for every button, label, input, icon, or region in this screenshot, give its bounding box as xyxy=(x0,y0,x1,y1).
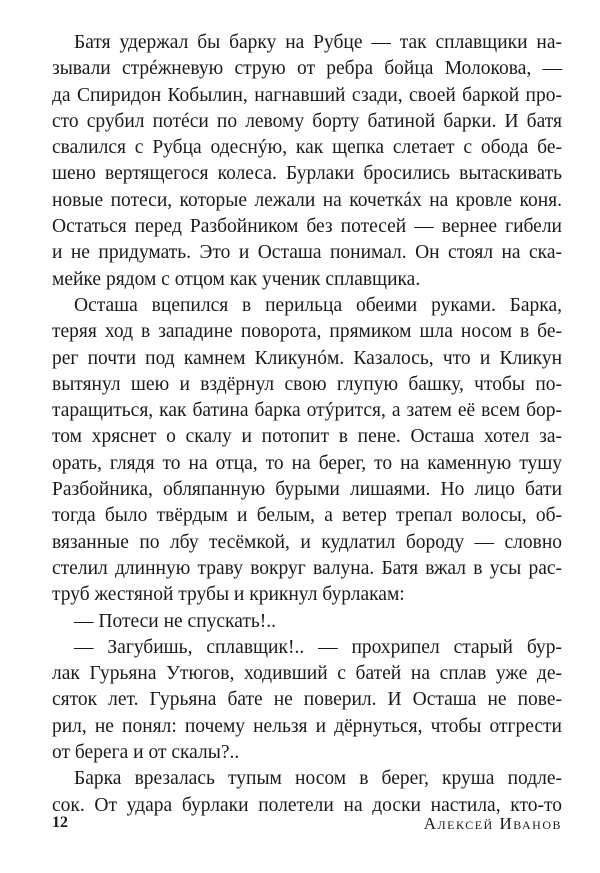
text-line: Разбойника, обляпанную бурыми лишаями. Но лицо бати xyxy=(52,479,562,501)
paragraph xyxy=(52,766,562,819)
text-line: Барка врезалась тупым носом в берег, круша подле- xyxy=(74,768,562,790)
text-line: — Потеси не спускать!.. xyxy=(74,610,277,632)
text-line: сок. От удара бурлаки полетели на доски настила, кто-то xyxy=(52,794,562,816)
text-line: рег почти под камнем Кликунóм. Казалось, что и Кликун xyxy=(52,347,562,369)
page-footer xyxy=(52,814,562,838)
text-line: лак Гурьяна Утюгов, ходивший с батей на сплав уже де- xyxy=(52,663,562,685)
text-line: сяток лет. Гурьяна бате не поверил. И Осташа не пове- xyxy=(52,689,562,711)
text-line: свалился с Рубца одеснýю, как щепка слетает с обода бе- xyxy=(52,137,562,159)
body-text xyxy=(52,30,562,819)
text-line: и не придумать. Это и Осташа понимал. Он стоял на ска- xyxy=(52,242,562,264)
text-line: таращиться, как батина барка отýрится, а затем её всем бор- xyxy=(52,400,562,422)
text-line: зывали стрéжневую струю от ребра бойца Молокова, — xyxy=(52,58,562,80)
text-line: шено вертящегося колеса. Бурлаки бросились вытаскивать xyxy=(52,163,562,185)
text-line: да Спиридон Кобылин, нагнавший сзади, своей баркой про- xyxy=(52,84,562,106)
paragraph xyxy=(52,609,562,635)
paragraph xyxy=(52,293,562,609)
text-line: сто срубил потéси по левому борту батиной барки. И батя xyxy=(52,110,562,132)
paragraph xyxy=(52,30,562,293)
text-line: Остаться перед Разбойником без потесей — вернее гибели xyxy=(52,216,562,238)
text-line: Батя удержал бы барку на Рубце — так сплавщики на- xyxy=(74,32,562,53)
text-line: новые потеси, которые лежали на кочеткáх на кровле коня. xyxy=(52,189,562,211)
text-line: мейке рядом с отцом как ученик сплавщика. xyxy=(52,268,421,290)
text-line: том хряснет о скалу и потопит в пене. Осташа хотел за- xyxy=(52,426,562,448)
text-line: тогда было твёрдым и белым, а ветер трепал волосы, об- xyxy=(52,505,562,527)
text-line: Осташа вцепился в перильца обеими руками. Барка, xyxy=(74,294,562,316)
page-number: 12 xyxy=(52,814,68,831)
text-line: стелил длинную траву вокруг валуна. Батя вжал в усы рас- xyxy=(52,557,562,579)
text-line: теряя ход в западине поворота, прямиком шла носом в бе- xyxy=(52,321,562,343)
text-line: орать, глядя то на отца, то на берег, то на каменную тушу xyxy=(52,452,562,474)
paragraph xyxy=(52,635,562,766)
text-line: вытянул шею и вздёрнул свою глупую башку, чтобы по- xyxy=(52,373,562,395)
text-line: рил, не понял: почему нельзя и дёрнуться, чтобы отгрести xyxy=(52,715,562,737)
text-line: труб жестяной трубы и крикнул бурлакам: xyxy=(52,584,405,606)
text-line: вязанные по лбу тесёмкой, и кудлатил бороду — словно xyxy=(52,531,562,553)
running-author: Алексей Иванов xyxy=(423,814,562,833)
text-line: — Загубишь, сплавщик!.. — прохрипел старый бур- xyxy=(74,636,562,658)
text-line: от берега и от скалы?.. xyxy=(52,742,240,764)
